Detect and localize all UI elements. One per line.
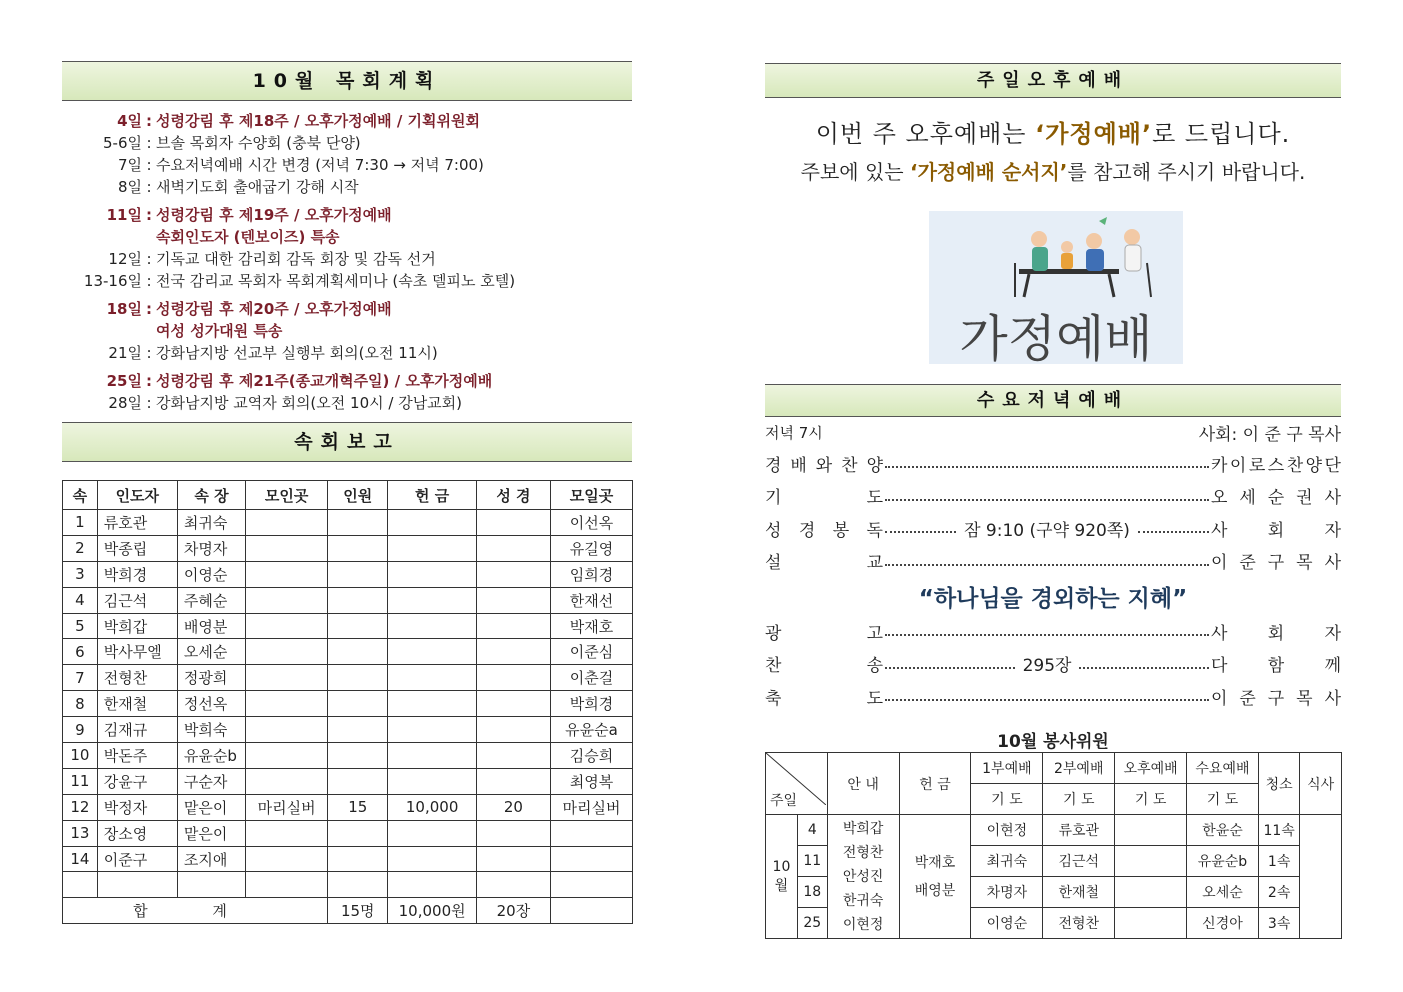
report-cell — [97, 872, 177, 898]
report-cell: 김승희 — [551, 743, 633, 769]
service-host: 사회: 이 준 구 목사 — [1198, 425, 1341, 445]
volunteer-cell: 1속 — [1258, 846, 1300, 877]
meal-header: 식사 — [1300, 753, 1342, 815]
order-person: 이 준 구 목 사 — [1211, 553, 1341, 573]
schedule-text: 속회인도자 (텐보이즈) 특송 — [156, 228, 340, 246]
order-person: 사 회 자 — [1211, 520, 1342, 541]
volunteer-cell: 11속 — [1258, 815, 1300, 846]
report-cell: 5 — [63, 613, 98, 639]
report-cell: 이선옥 — [551, 510, 633, 536]
report-cell: 박사무엘 — [97, 639, 177, 665]
wednesday-service-banner: 수요저녁예배 — [765, 384, 1341, 417]
report-cell: 12 — [63, 794, 98, 820]
volunteer-cell — [1115, 846, 1187, 877]
guide-name: 한귀숙 — [842, 892, 884, 909]
table-row — [766, 815, 1342, 846]
schedule-colon: : — [146, 372, 152, 390]
report-cell: 구순자 — [177, 768, 245, 794]
order-label: 설 교 — [765, 553, 883, 573]
report-cell — [388, 665, 476, 691]
report-cell — [388, 743, 476, 769]
report-cell — [246, 561, 328, 587]
schedule-text: 성령강림 후 제19주 / 오후가정예배 — [156, 206, 392, 224]
table-row — [63, 639, 633, 665]
table-row — [63, 510, 633, 536]
report-cell — [328, 846, 388, 872]
report-cell — [328, 717, 388, 743]
report-cell: 장소영 — [97, 820, 177, 846]
total-cell: 합 계 — [63, 898, 328, 924]
table-row — [63, 794, 633, 820]
report-cell: 10,000 — [388, 794, 476, 820]
report-cell — [476, 510, 550, 536]
schedule-text: 여성 성가대원 특송 — [156, 322, 283, 340]
schedule-item — [62, 298, 392, 319]
report-cell: 박희갑 — [97, 613, 177, 639]
report-cell — [246, 665, 328, 691]
cell-report-banner: 속회보고 — [62, 422, 632, 462]
report-cell — [388, 820, 476, 846]
schedule-text: 성령강림 후 제21주(종교개혁주일) / 오후가정예배 — [156, 372, 493, 390]
report-cell: 강윤구 — [97, 768, 177, 794]
table-row — [63, 872, 633, 898]
report-cell — [328, 872, 388, 898]
service4-header: 수요예배 — [1187, 753, 1259, 784]
service-order-item — [765, 450, 1341, 476]
volunteer-cell: 오세순 — [1187, 877, 1259, 908]
order-label: 경 배 와 찬 양 — [765, 455, 883, 476]
report-cell: 이준심 — [551, 639, 633, 665]
guide-cell — [827, 815, 899, 939]
guide-name: 전형찬 — [842, 844, 884, 861]
volunteer-cell: 이현정 — [971, 815, 1043, 846]
table-row — [63, 587, 633, 613]
schedule-item — [62, 270, 515, 291]
week-cell: 4 — [797, 815, 827, 846]
volunteer-cell — [1115, 877, 1187, 908]
report-header: 속 — [63, 481, 98, 510]
report-cell: 13 — [63, 820, 98, 846]
volunteer-cell: 한재철 — [1043, 877, 1115, 908]
report-cell: 배영분 — [177, 613, 245, 639]
report-cell — [388, 846, 476, 872]
volunteer-cell: 류호관 — [1043, 815, 1115, 846]
schedule-colon: : — [146, 272, 152, 290]
report-cell: 이영순 — [177, 561, 245, 587]
image-caption: 가정예배 — [959, 310, 1153, 364]
table-row — [63, 535, 633, 561]
schedule-text: 전국 감리교 목회자 목회계획세미나 (속초 델피노 호텔) — [156, 272, 516, 290]
service3-header: 오후예배 — [1115, 753, 1187, 784]
volunteer-cell: 유윤순b — [1187, 846, 1259, 877]
week-cell: 25 — [797, 908, 827, 939]
report-cell — [328, 665, 388, 691]
report-cell: 이준구 — [97, 846, 177, 872]
service-order-item — [765, 683, 1341, 709]
offering-name: 배영분 — [914, 882, 956, 899]
report-cell: 조지애 — [177, 846, 245, 872]
schedule-colon: : — [146, 134, 152, 152]
service1-header: 1부예배 — [971, 753, 1043, 784]
report-cell: 맡은이 — [177, 794, 245, 820]
order-label: 축 도 — [765, 688, 883, 709]
report-cell — [476, 535, 550, 561]
report-cell: 한재철 — [97, 691, 177, 717]
volunteer-title: 10월 봉사위원 — [997, 732, 1109, 752]
volunteer-cell: 3속 — [1258, 908, 1300, 939]
report-cell: 박희경 — [97, 561, 177, 587]
report-cell: 김재규 — [97, 717, 177, 743]
schedule-colon: : — [146, 300, 152, 318]
report-cell — [246, 717, 328, 743]
report-cell — [388, 872, 476, 898]
report-cell: 유길영 — [551, 535, 633, 561]
schedule-date: 25일 — [106, 372, 142, 390]
prayer-header: 기 도 — [1115, 784, 1187, 815]
volunteer-cell — [1115, 908, 1187, 939]
volunteer-table — [765, 752, 1342, 939]
report-cell — [328, 613, 388, 639]
table-row — [63, 613, 633, 639]
report-cell — [328, 639, 388, 665]
report-cell: 전형찬 — [97, 665, 177, 691]
report-cell: 차명자 — [177, 535, 245, 561]
guide-name: 박희갑 — [842, 820, 884, 837]
prayer-header: 기 도 — [1043, 784, 1115, 815]
week-header-cell: 주일 — [766, 753, 828, 815]
prayer-header: 기 도 — [1187, 784, 1259, 815]
table-row — [63, 665, 633, 691]
offering-cell — [899, 815, 971, 939]
schedule-item — [62, 320, 282, 341]
report-cell — [328, 691, 388, 717]
service-order-item — [765, 618, 1341, 644]
schedule-item — [62, 392, 462, 413]
report-cell: 주혜순 — [177, 587, 245, 613]
report-cell: 박재호 — [551, 613, 633, 639]
prayer-header: 기 도 — [971, 784, 1043, 815]
service2-header: 2부예배 — [1043, 753, 1115, 784]
order-label: 광 고 — [765, 623, 883, 644]
notice-line-1: 이번 주 오후예배는 ‘가정예배’로 드립니다. — [815, 120, 1291, 148]
report-cell: 박희경 — [551, 691, 633, 717]
report-cell — [246, 846, 328, 872]
monthly-plan-banner: 10월 목회계획 — [62, 61, 632, 101]
schedule-colon: : — [146, 112, 152, 130]
report-cell: 마리실버 — [551, 794, 633, 820]
report-cell — [246, 587, 328, 613]
volunteer-cell: 신경아 — [1187, 908, 1259, 939]
notice-line-2: 주보에 있는 ‘가정예배 순서지’를 참고해 주시기 바랍니다. — [800, 160, 1306, 184]
order-label: 기 도 — [765, 488, 883, 508]
schedule-text: 수요저녁예배 시간 변경 (저녁 7:30 → 저녁 7:00) — [156, 156, 484, 174]
schedule-date: 8일 — [117, 178, 142, 196]
report-header: 인원 — [328, 481, 388, 510]
report-cell — [476, 587, 550, 613]
schedule-date: 5-6일 — [103, 134, 142, 152]
table-row — [63, 768, 633, 794]
report-cell — [328, 820, 388, 846]
report-cell: 정광희 — [177, 665, 245, 691]
schedule-date: 11일 — [106, 206, 142, 224]
order-detail: 잠 9:10 (구약 920쪽) — [964, 520, 1130, 541]
report-cell — [388, 510, 476, 536]
report-cell: 최귀숙 — [177, 510, 245, 536]
service-order-item — [765, 515, 1341, 541]
schedule-colon: : — [146, 250, 152, 268]
report-cell — [551, 820, 633, 846]
report-cell — [388, 691, 476, 717]
report-cell: 8 — [63, 691, 98, 717]
report-cell: 맡은이 — [177, 820, 245, 846]
report-cell: 마리실버 — [246, 794, 328, 820]
report-cell — [476, 846, 550, 872]
order-detail: 295장 — [1022, 656, 1072, 676]
schedule-date: 12일 — [108, 250, 142, 268]
volunteer-cell: 이영순 — [971, 908, 1043, 939]
service-order-item — [765, 548, 1341, 574]
service-order-item — [765, 651, 1341, 677]
afternoon-service-banner: 주일오후예배 — [765, 63, 1341, 98]
schedule-text: 기독교 대한 감리회 감독 회장 및 감독 선거 — [156, 250, 436, 268]
schedule-date: 4일 — [117, 112, 142, 130]
report-cell — [388, 768, 476, 794]
volunteer-cell: 전형찬 — [1043, 908, 1115, 939]
table-row — [63, 561, 633, 587]
report-cell — [246, 743, 328, 769]
schedule-date: 18일 — [106, 300, 142, 318]
report-cell — [388, 639, 476, 665]
schedule-item — [62, 110, 480, 131]
schedule-text: 브솔 목회자 수양회 (충북 단양) — [156, 134, 361, 152]
schedule-date: 7일 — [117, 156, 142, 174]
guide-name: 이현정 — [842, 916, 884, 933]
service-time: 저녁 7시 — [765, 424, 823, 442]
total-row — [63, 898, 633, 924]
schedule-date: 21일 — [108, 344, 142, 362]
volunteer-cell: 김근석 — [1043, 846, 1115, 877]
report-header: 모일곳 — [551, 481, 633, 510]
report-cell: 11 — [63, 768, 98, 794]
guide-header: 안 내 — [827, 753, 899, 815]
report-cell: 최영복 — [551, 768, 633, 794]
report-cell — [388, 717, 476, 743]
week-cell: 11 — [797, 846, 827, 877]
report-header: 헌 금 — [388, 481, 476, 510]
order-person: 사 회 자 — [1211, 623, 1341, 644]
schedule-text: 새벽기도회 출애굽기 강해 시작 — [156, 178, 359, 196]
schedule-colon: : — [146, 156, 152, 174]
report-cell: 박돈주 — [97, 743, 177, 769]
schedule-item — [62, 248, 436, 269]
report-cell: 20 — [476, 794, 550, 820]
report-cell: 정선옥 — [177, 691, 245, 717]
schedule-item — [62, 176, 359, 197]
offering-header: 헌 금 — [899, 753, 971, 815]
report-cell: 임희경 — [551, 561, 633, 587]
schedule-colon: : — [146, 206, 152, 224]
total-cell — [551, 898, 633, 924]
report-cell — [328, 587, 388, 613]
report-cell — [246, 768, 328, 794]
volunteer-cell: 최귀숙 — [971, 846, 1043, 877]
report-header: 성 경 — [476, 481, 550, 510]
report-cell — [476, 561, 550, 587]
report-cell — [476, 743, 550, 769]
service-order-item — [765, 483, 1341, 509]
table-row — [63, 820, 633, 846]
report-cell: 7 — [63, 665, 98, 691]
report-cell — [476, 691, 550, 717]
report-cell — [328, 743, 388, 769]
report-cell — [246, 639, 328, 665]
report-cell: 14 — [63, 846, 98, 872]
report-cell: 박희숙 — [177, 717, 245, 743]
schedule-colon: : — [146, 394, 152, 412]
table-row — [63, 691, 633, 717]
report-header: 속 장 — [177, 481, 245, 510]
report-cell: 10 — [63, 743, 98, 769]
schedule-date: 13-16일 — [83, 272, 142, 290]
report-cell: 유윤순a — [551, 717, 633, 743]
report-cell: 박정자 — [97, 794, 177, 820]
report-cell: 이춘걸 — [551, 665, 633, 691]
schedule-item — [62, 370, 492, 391]
offering-name: 박재호 — [914, 854, 956, 871]
report-cell: 김근석 — [97, 587, 177, 613]
order-person: 오 세 순 권 사 — [1211, 488, 1341, 508]
report-cell — [476, 613, 550, 639]
schedule-text: 성령강림 후 제20주 / 오후가정예배 — [156, 300, 392, 318]
sermon-title: “하나님을 경외하는 지혜” — [918, 586, 1188, 612]
order-label: 찬 송 — [765, 656, 883, 676]
report-cell — [476, 768, 550, 794]
volunteer-cell: 2속 — [1258, 877, 1300, 908]
report-cell: 15 — [328, 794, 388, 820]
report-cell — [246, 510, 328, 536]
report-cell: 박종립 — [97, 535, 177, 561]
report-header: 모인곳 — [246, 481, 328, 510]
report-cell — [476, 639, 550, 665]
order-person: 이 준 구 목 사 — [1211, 688, 1341, 709]
schedule-item — [62, 226, 340, 247]
report-cell: 한재선 — [551, 587, 633, 613]
report-cell — [328, 561, 388, 587]
report-cell — [246, 691, 328, 717]
report-cell — [246, 535, 328, 561]
report-cell — [388, 613, 476, 639]
report-cell — [328, 768, 388, 794]
week-cell: 18 — [797, 877, 827, 908]
month-cell: 10 월 — [766, 815, 798, 939]
volunteer-cell: 차명자 — [971, 877, 1043, 908]
table-row — [63, 743, 633, 769]
report-cell — [63, 872, 98, 898]
schedule-colon: : — [146, 344, 152, 362]
report-cell — [551, 846, 633, 872]
volunteer-cell — [1115, 815, 1187, 846]
cleaning-header: 청소 — [1258, 753, 1300, 815]
schedule-text: 강화남지방 교역자 회의(오전 10시 / 강남교회) — [156, 394, 463, 412]
report-cell — [177, 872, 245, 898]
report-cell: 유윤순b — [177, 743, 245, 769]
schedule-item — [62, 132, 361, 153]
order-person: 카 이 로 스 찬 양 단 — [1211, 455, 1341, 476]
cell-report-table — [62, 480, 633, 924]
report-cell — [551, 872, 633, 898]
schedule-colon: : — [146, 178, 152, 196]
report-cell: 오세순 — [177, 639, 245, 665]
schedule-date: 28일 — [108, 394, 142, 412]
report-cell: 4 — [63, 587, 98, 613]
report-cell — [476, 820, 550, 846]
order-label: 성 경 봉 독 — [765, 520, 883, 541]
meal-cell — [1300, 815, 1342, 939]
report-cell: 6 — [63, 639, 98, 665]
schedule-text: 성령강림 후 제18주 / 오후가정예배 / 기획위원회 — [156, 112, 480, 130]
report-cell: 2 — [63, 535, 98, 561]
total-cell: 15명 — [328, 898, 388, 924]
guide-name: 안성진 — [842, 868, 884, 885]
report-cell: 9 — [63, 717, 98, 743]
table-row — [63, 846, 633, 872]
report-cell — [388, 561, 476, 587]
family-worship-image — [929, 211, 1183, 364]
report-cell — [246, 613, 328, 639]
table-row — [63, 717, 633, 743]
report-cell — [328, 535, 388, 561]
total-cell: 20장 — [476, 898, 550, 924]
report-cell: 1 — [63, 510, 98, 536]
report-cell — [246, 820, 328, 846]
volunteer-cell: 한윤순 — [1187, 815, 1259, 846]
report-cell — [328, 510, 388, 536]
total-cell: 10,000원 — [388, 898, 476, 924]
schedule-item — [62, 204, 392, 225]
schedule-item — [62, 342, 438, 363]
order-person: 다 함 께 — [1211, 656, 1341, 676]
report-header: 인도자 — [97, 481, 177, 510]
report-cell — [476, 665, 550, 691]
report-cell — [246, 872, 328, 898]
schedule-text: 강화남지방 선교부 실행부 회의(오전 11시) — [156, 344, 438, 362]
report-cell: 류호관 — [97, 510, 177, 536]
report-cell — [476, 717, 550, 743]
report-cell: 3 — [63, 561, 98, 587]
report-cell — [388, 535, 476, 561]
schedule-item — [62, 154, 484, 175]
report-cell — [388, 587, 476, 613]
report-cell — [476, 872, 550, 898]
